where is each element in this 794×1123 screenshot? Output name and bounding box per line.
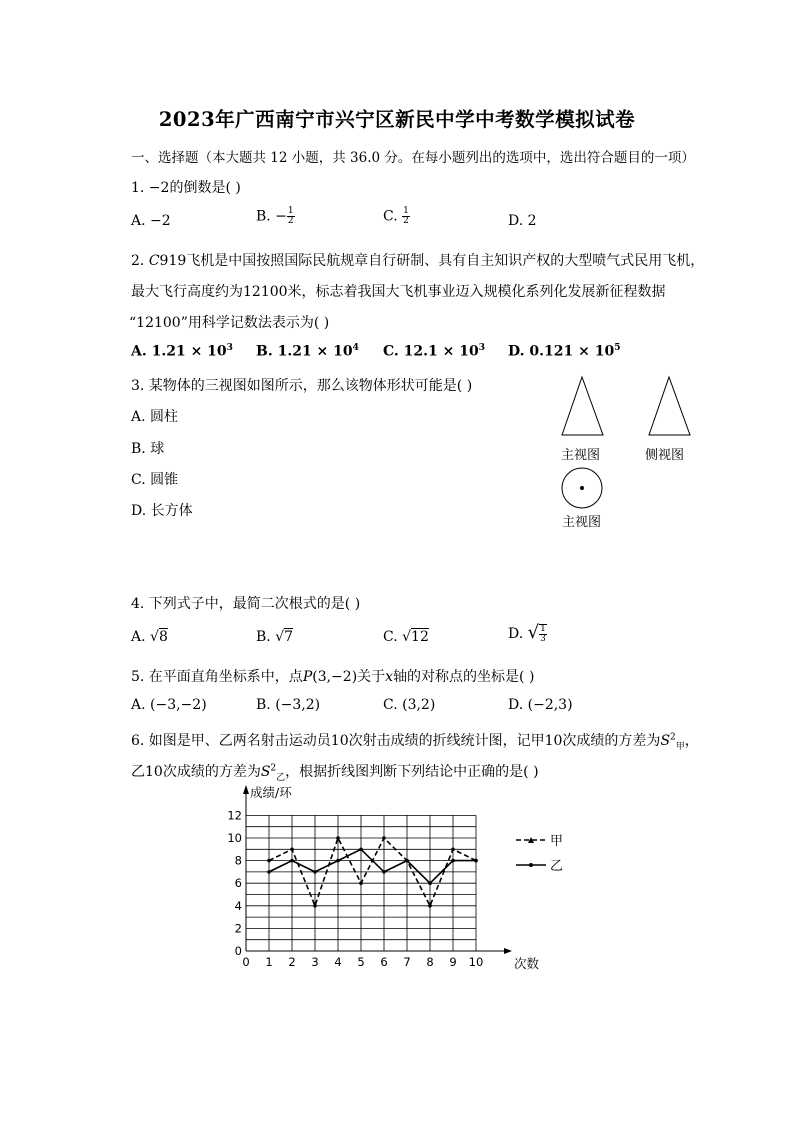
- series-line-2: [269, 849, 476, 883]
- q2-option-a: A. $1.21 \times 10^3$: [131, 343, 233, 360]
- data-point-series-2: [451, 859, 455, 863]
- x-axis-arrow: [504, 948, 512, 954]
- data-point-series-1: [313, 904, 317, 908]
- side-view-triangle: [649, 377, 690, 435]
- x-axis-label: 次数: [514, 956, 540, 971]
- data-point-series-1: [290, 848, 294, 852]
- data-point-series-2: [359, 848, 363, 852]
- line-chart: [220, 780, 580, 975]
- y-tick-label: 6: [234, 876, 242, 891]
- q2-option-d: D. $0.121 \times 10^5$: [508, 343, 621, 360]
- x-tick-label: 1: [265, 955, 273, 969]
- caption-side-view: 侧视图: [645, 448, 685, 463]
- x-tick-label: 9: [449, 955, 457, 969]
- top-view-center-dot: [580, 486, 584, 490]
- x-tick-label: 10: [468, 955, 484, 969]
- q4-option-c: C. √12: [383, 629, 429, 645]
- question-2-line-2: 最大飞行高度约为12100米，标志着我国大飞机事业迈入规模化系列化发展新征程数据: [131, 284, 666, 300]
- data-point-series-1: [428, 904, 432, 908]
- q4-option-b: B. √7: [256, 629, 294, 645]
- data-point-series-2: [336, 859, 340, 863]
- question-4-stem: 4. 下列式子中，最简二次根式的是( ): [131, 596, 361, 612]
- question-2-line-1: 2. C919飞机是中国按照国际民航规章自行研制、具有自主知识产权的大型喷气式民用飞机，: [131, 253, 705, 269]
- q2-option-b: B. $1.21 \times 10^4$: [256, 343, 359, 360]
- x-tick-label: 6: [380, 955, 388, 969]
- question-1-stem: 1. −2的倒数是( ): [131, 180, 241, 196]
- y-tick-label: 0: [234, 944, 242, 958]
- x-tick-label: 3: [311, 955, 319, 969]
- q3-option-c: C. 圆锥: [131, 472, 179, 488]
- data-point-series-2: [428, 881, 432, 885]
- y-axis-label: 成绩/环: [250, 785, 292, 800]
- data-point-series-1: [451, 848, 455, 852]
- data-point-series-2: [313, 870, 317, 874]
- y-tick-label: 8: [234, 853, 242, 868]
- section-heading: 一、选择题（本大题共 12 小题，共 36.0 分。在每小题列出的选项中，选出符合题目的一项）: [131, 150, 695, 166]
- y-tick-label: 4: [234, 898, 242, 913]
- q1-option-a: A. −2: [131, 213, 171, 229]
- q3-option-d: D. 长方体: [131, 503, 193, 519]
- caption-front-view: 主视图: [561, 448, 601, 463]
- q5-option-b: B. (−3,2): [256, 697, 321, 713]
- y-tick-label: 12: [227, 808, 242, 823]
- q3-option-a: A. 圆柱: [131, 409, 179, 425]
- question-5-stem: 5. 在平面直角坐标系中，点P(3,−2)关于x轴的对称点的坐标是( ): [131, 669, 535, 685]
- data-point-series-2: [405, 859, 409, 863]
- data-point-series-2: [267, 870, 271, 874]
- q5-option-d: D. (−2,3): [508, 697, 573, 713]
- data-point-series-1: [359, 881, 363, 885]
- question-6-line-1: 6. 如图是甲、乙两名射击运动员10次射击成绩的折线统计图，记甲10次成绩的方差为$S^2_甲$，: [131, 732, 699, 752]
- question-6-line-2: 乙10次成绩的方差为$S^2_乙$，根据折线图判断下列结论中正确的是( ): [131, 763, 539, 783]
- caption-top-view: 主视图: [562, 515, 602, 530]
- q4-option-a: A. √8: [131, 629, 168, 645]
- page-title: 2023年广西南宁市兴宁区新民中学中考数学模拟试卷: [158, 108, 636, 131]
- q1-option-b: B. − $\frac{1}{2}$: [256, 206, 294, 226]
- y-tick-label: 2: [234, 921, 242, 936]
- x-tick-label: 8: [426, 955, 434, 969]
- data-point-series-1: [336, 836, 340, 840]
- data-point-series-2: [382, 870, 386, 874]
- data-point-series-2: [290, 859, 294, 863]
- legend-label-2: 乙: [550, 859, 564, 874]
- q3-option-b: B. 球: [131, 441, 165, 457]
- q1-option-d: D. 2: [508, 213, 537, 229]
- q1-option-c: C. $\frac{1}{2}$: [383, 206, 409, 226]
- q5-option-c: C. (3,2): [383, 697, 436, 713]
- question-3-stem: 3. 某物体的三视图如图所示，那么该物体形状可能是( ): [131, 378, 473, 394]
- front-view-triangle: [562, 377, 603, 435]
- data-point-series-1: [382, 836, 386, 840]
- y-tick-label: 10: [227, 831, 242, 845]
- q2-option-c: C. $12.1 \times 10^3$: [383, 343, 485, 360]
- data-point-series-2: [474, 859, 478, 863]
- legend-marker-2: [529, 863, 533, 867]
- y-axis-arrow: [243, 785, 249, 794]
- data-point-series-1: [267, 859, 271, 863]
- question-2-line-3: “12100”用科学记数法表示为( ): [129, 315, 330, 331]
- x-tick-label: 2: [288, 955, 296, 969]
- x-tick-label: 7: [403, 955, 411, 969]
- legend-label-1: 甲: [550, 834, 564, 849]
- x-tick-label: 4: [334, 955, 342, 969]
- q5-option-a: A. (−3,−2): [131, 697, 207, 713]
- q4-option-d: D. √ $\frac{1}{3}$: [508, 622, 546, 644]
- x-tick-label: 0: [242, 955, 250, 969]
- x-tick-label: 5: [357, 955, 365, 969]
